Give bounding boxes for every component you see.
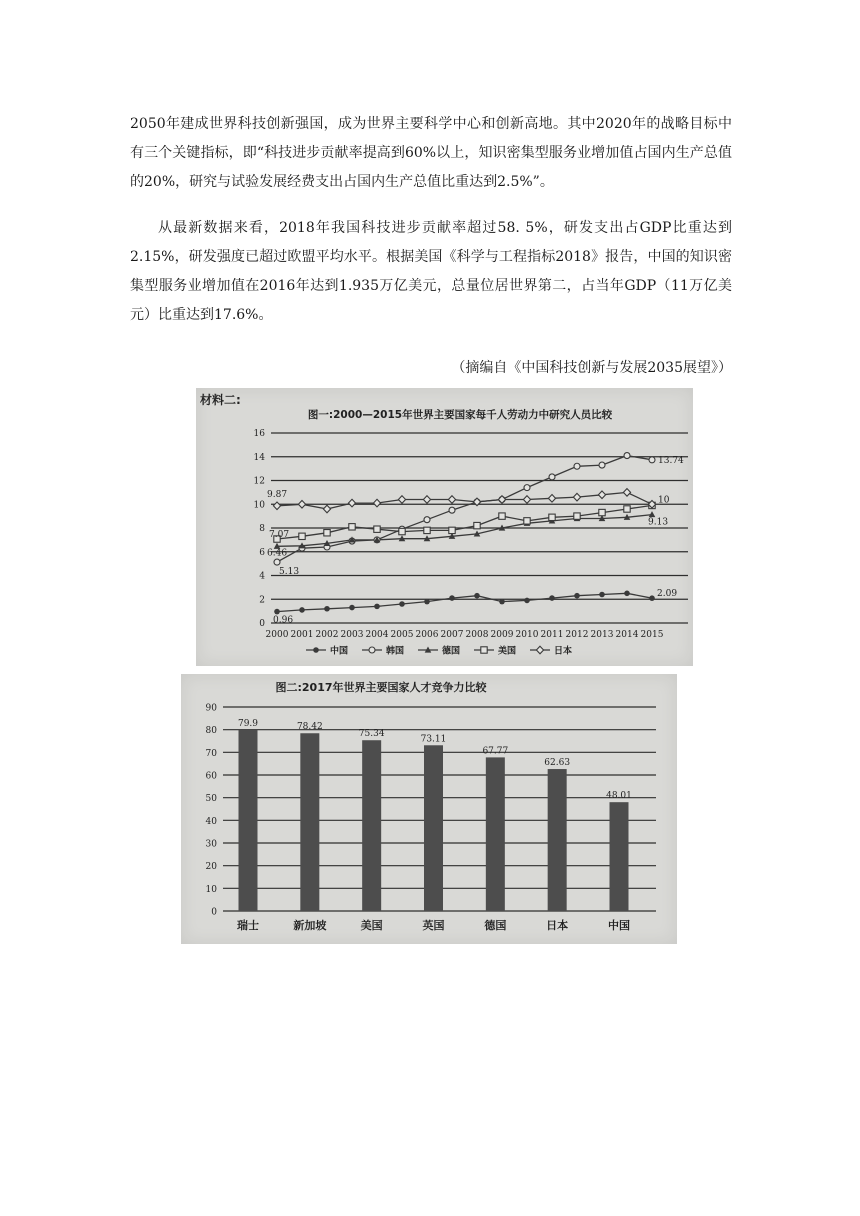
- bar-4: [486, 757, 505, 911]
- data-point-s1-2007: [449, 507, 455, 513]
- x-tick-label-2014: 2014: [615, 630, 639, 640]
- point-label-2015-1: 13.74: [658, 455, 684, 466]
- y-tick-label-14: 14: [253, 452, 265, 463]
- data-point-s0-2013: [599, 592, 605, 598]
- series-line-2: [277, 515, 652, 547]
- data-point-s1-2010: [524, 485, 530, 491]
- legend-marker-3: [481, 647, 487, 653]
- x-tick-label-2009: 2009: [490, 630, 514, 640]
- point-label-2000-0: 0.96: [273, 615, 294, 626]
- data-point-s4-2003: [348, 499, 355, 507]
- bar-value-label-6: 48.01: [606, 791, 632, 802]
- data-point-s0-2000: [274, 609, 280, 615]
- paragraph-2: 从最新数据来看，2018年我国科技进步贡献率超过58. 5%，研发支出占GDP比重达到2.15%，研发强度已超过欧盟平均水平。根据美国《科学与工程指标2018》报告，中国的知识密集型服务业增加值在2016年达到1.935万亿美元，总量位居世界第二，占当年GDP（11万亿美元）比重达到17.6%。: [130, 220, 732, 323]
- legend-marker-1: [369, 647, 375, 653]
- bar-y-tick-label-10: 10: [205, 884, 217, 895]
- bar-value-label-3: 73.11: [420, 734, 447, 745]
- legend-marker-0: [313, 647, 319, 653]
- data-point-s4-2005: [398, 496, 405, 504]
- x-tick-label-2003: 2003: [340, 630, 364, 640]
- bar-category-label-2: 美国: [360, 919, 383, 932]
- bar-category-label-5: 日本: [546, 919, 569, 932]
- y-tick-label-0: 0: [259, 619, 265, 629]
- data-point-s4-2013: [598, 491, 605, 499]
- bar-y-tick-label-30: 30: [205, 839, 217, 850]
- y-tick-label-8: 8: [259, 524, 265, 534]
- point-label-2000-4: 9.87: [267, 489, 288, 500]
- bar-y-tick-label-40: 40: [205, 816, 217, 827]
- data-point-s4-2000: [273, 502, 280, 510]
- series-line-3: [277, 505, 652, 539]
- data-point-s3-2014: [624, 506, 630, 512]
- data-point-s1-2014: [624, 453, 630, 459]
- line-chart-svg: [196, 388, 693, 666]
- point-label-2015-2: 9.13: [648, 517, 669, 528]
- data-point-s4-2001: [298, 500, 305, 508]
- y-tick-label-6: 6: [259, 547, 265, 558]
- figure-line-chart: [196, 388, 693, 666]
- bar-value-label-5: 62.63: [544, 758, 571, 769]
- x-tick-label-2007: 2007: [440, 630, 464, 640]
- data-point-s1-2011: [549, 474, 555, 480]
- bar-category-label-4: 德国: [484, 919, 507, 932]
- data-point-s1-2006: [424, 517, 430, 523]
- data-point-s0-2010: [524, 598, 530, 604]
- data-point-s4-2002: [323, 505, 330, 513]
- data-point-s4-2009: [498, 496, 505, 504]
- data-point-s0-2006: [424, 599, 430, 605]
- data-point-s4-2011: [548, 495, 555, 503]
- y-tick-label-16: 16: [253, 429, 265, 439]
- data-point-s3-2010: [524, 518, 530, 524]
- x-tick-label-2012: 2012: [565, 630, 589, 640]
- x-tick-label-2010: 2010: [515, 630, 539, 640]
- data-point-s4-2012: [573, 493, 580, 501]
- data-point-s3-2003: [349, 524, 355, 530]
- point-label-2015-0: 2.09: [657, 589, 678, 600]
- bar-3: [424, 745, 443, 911]
- x-tick-label-2004: 2004: [365, 630, 389, 640]
- legend-marker-4: [536, 646, 543, 654]
- y-tick-label-4: 4: [259, 571, 265, 582]
- bar-0: [239, 730, 258, 911]
- chart1-title: 图一:2000—2015年世界主要国家每千人劳动力中研究人员比较: [307, 409, 613, 421]
- legend-label-2: 德国: [442, 646, 461, 657]
- bar-y-tick-label-70: 70: [205, 748, 217, 759]
- point-label-2015-4: 10: [658, 495, 670, 506]
- point-label-2000-3: 7.07: [269, 530, 290, 541]
- bar-2: [362, 740, 381, 911]
- data-point-s0-2005: [399, 601, 405, 607]
- x-tick-label-2015: 2015: [640, 630, 664, 640]
- legend-label-3: 美国: [498, 646, 517, 657]
- point-label-2000-1: 5.13: [279, 567, 300, 578]
- bar-6: [610, 802, 629, 911]
- x-tick-label-2001: 2001: [290, 630, 314, 640]
- material-label: 材料二:: [200, 393, 241, 407]
- legend-label-4: 日本: [554, 646, 573, 657]
- data-point-s0-2012: [574, 593, 580, 599]
- data-point-s3-2009: [499, 513, 505, 519]
- data-point-s0-2015: [649, 595, 655, 601]
- data-point-s0-2014: [624, 591, 630, 597]
- bar-y-tick-label-50: 50: [205, 794, 217, 805]
- data-point-s4-2010: [523, 496, 530, 504]
- data-point-s4-2004: [373, 499, 380, 507]
- data-point-s4-2007: [448, 496, 455, 504]
- data-point-s0-2002: [324, 606, 330, 612]
- data-point-s1-2015: [649, 457, 655, 463]
- data-point-s3-2007: [449, 527, 455, 533]
- paragraph-1: 2050年建成世界科技创新强国，成为世界主要科学中心和创新高地。其中2020年的战略目标中有三个关键指标，即“科技进步贡献率提高到60%以上，知识密集型服务业增加值占国内生产总值的20%，研究与试验发展经费支出占国内生产总值比重达到2.5%”。: [130, 116, 732, 190]
- legend-label-0: 中国: [330, 646, 349, 657]
- data-point-s3-2011: [549, 514, 555, 520]
- data-point-s3-2012: [574, 513, 580, 519]
- data-point-s3-2004: [374, 526, 380, 532]
- bar-category-label-1: 新加坡: [293, 919, 327, 932]
- bar-5: [548, 769, 567, 911]
- data-point-s0-2011: [549, 595, 555, 601]
- bar-category-label-0: 瑞士: [237, 919, 259, 932]
- y-tick-label-10: 10: [253, 500, 265, 511]
- y-tick-label-2: 2: [259, 595, 265, 606]
- data-point-s0-2004: [374, 604, 380, 610]
- series-line-1: [277, 456, 652, 562]
- data-point-s3-2005: [399, 528, 405, 534]
- bar-1: [300, 733, 319, 911]
- data-point-s3-2002: [324, 530, 330, 536]
- chart2-title: 图二:2017年世界主要国家人才竞争力比较: [275, 681, 487, 694]
- bar-y-tick-label-20: 20: [205, 862, 217, 873]
- bar-value-label-1: 78.42: [296, 722, 323, 733]
- series-line-0: [277, 593, 652, 611]
- x-tick-label-2006: 2006: [415, 630, 439, 640]
- data-point-s0-2009: [499, 599, 505, 605]
- data-point-s3-2006: [424, 527, 430, 533]
- data-point-s0-2008: [474, 593, 480, 599]
- x-tick-label-2011: 2011: [540, 630, 564, 640]
- data-point-s3-2001: [299, 533, 305, 539]
- data-point-s3-2008: [474, 522, 480, 528]
- data-point-s1-2012: [574, 463, 580, 469]
- bar-y-tick-label-0: 0: [211, 907, 217, 918]
- source-citation: （摘编自《中国科技创新与发展2035展望》）: [451, 360, 732, 376]
- bar-value-label-4: 67.77: [482, 746, 509, 757]
- y-tick-label-12: 12: [253, 476, 265, 487]
- x-tick-label-2008: 2008: [465, 630, 489, 640]
- point-label-2000-2: 6.46: [267, 548, 288, 559]
- data-point-s3-2013: [599, 509, 605, 515]
- bar-y-tick-label-60: 60: [205, 771, 217, 782]
- x-tick-label-2005: 2005: [390, 630, 414, 640]
- bar-category-label-6: 中国: [608, 919, 630, 932]
- x-tick-label-2002: 2002: [315, 630, 339, 640]
- data-point-s1-2013: [599, 462, 605, 468]
- bar-value-label-2: 75.34: [358, 729, 385, 740]
- data-point-s4-2014: [623, 489, 630, 497]
- bar-chart-svg: [181, 674, 677, 944]
- bar-category-label-3: 英国: [422, 919, 445, 932]
- data-point-s4-2006: [423, 496, 430, 504]
- x-tick-label-2013: 2013: [590, 630, 614, 640]
- data-point-s1-2000: [274, 559, 280, 565]
- data-point-s0-2001: [299, 607, 305, 613]
- data-point-s0-2003: [349, 605, 355, 611]
- data-point-s0-2007: [449, 595, 455, 601]
- figure-bar-chart: [181, 674, 677, 944]
- bar-value-label-0: 79.9: [237, 718, 259, 729]
- data-point-s2-2015: [649, 511, 656, 517]
- legend-label-1: 韩国: [386, 646, 405, 657]
- bar-y-tick-label-80: 80: [205, 726, 217, 737]
- bar-y-tick-label-90: 90: [205, 703, 217, 714]
- x-tick-label-2000: 2000: [265, 630, 289, 640]
